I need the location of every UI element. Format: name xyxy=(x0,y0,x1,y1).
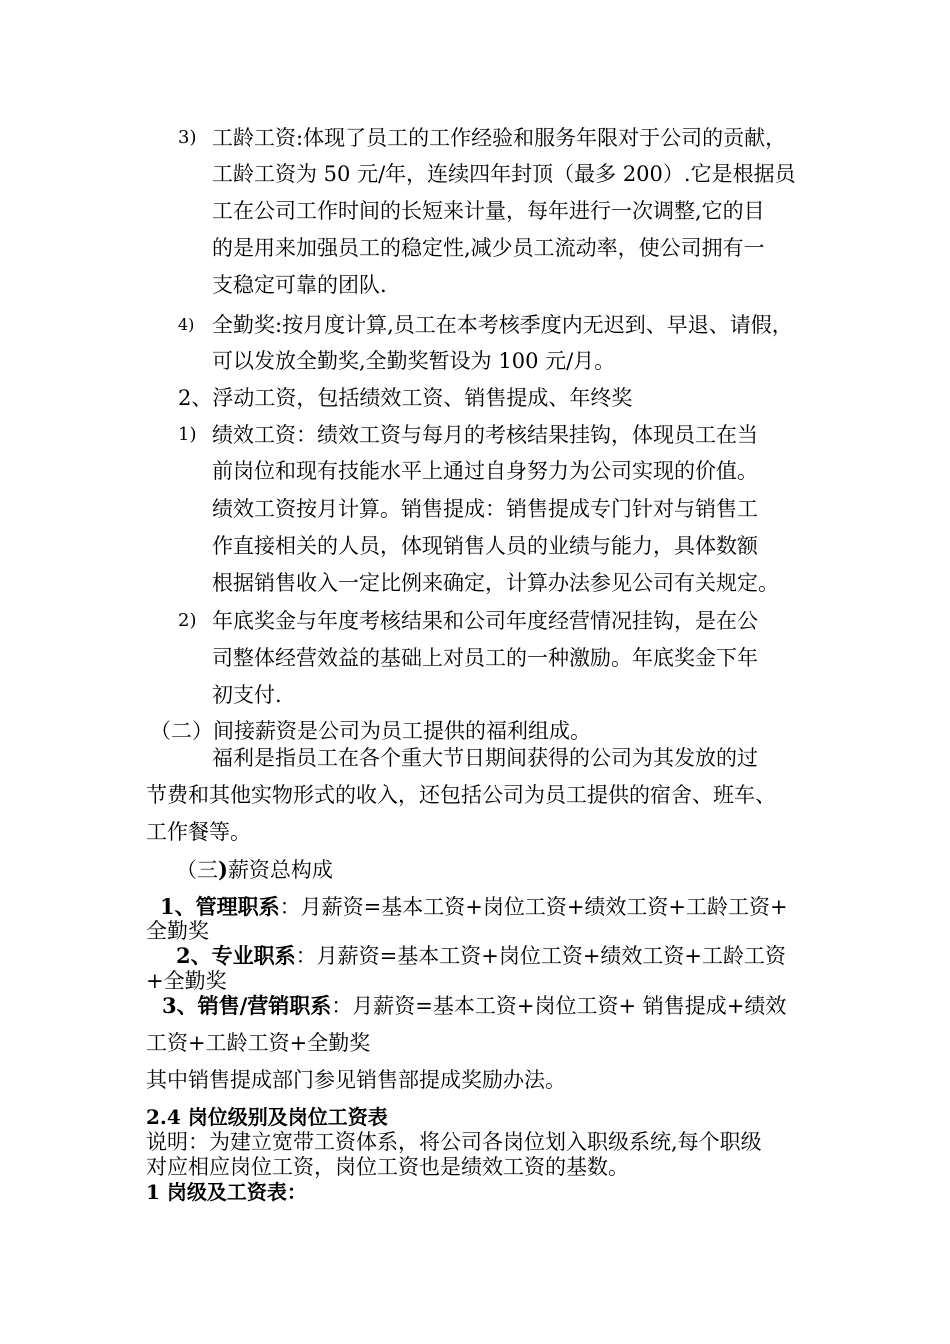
paragraph-line: 的是用来加强员工的稳定性,减少员工流动率，使公司拥有一 xyxy=(212,236,765,260)
list-number: 3) xyxy=(178,127,197,148)
section-title: 2.4 岗位级别及岗位工资表 xyxy=(146,1105,388,1129)
paragraph-line: 作直接相关的人员，体现销售人员的业绩与能力，具体数额 xyxy=(212,534,758,558)
paragraph-line: 绩效工资：绩效工资与每月的考核结果挂钩，体现员工在当 xyxy=(212,423,758,447)
section-heading xyxy=(176,857,333,883)
paragraph-line: 其中销售提成部门参见销售部提成奖励办法。 xyxy=(146,1068,566,1092)
paragraph-line: 对应相应岗位工资，岗位工资也是绩效工资的基数。 xyxy=(146,1155,629,1179)
paragraph-line: 工在公司工作时间的长短来计量，每年进行一次调整,它的目 xyxy=(212,199,765,223)
formula-line xyxy=(162,993,786,1019)
paragraph-line: 可以发放全勤奖,全勤奖暂设为 100 元/月。 xyxy=(212,349,616,373)
paragraph-line: 工龄工资为 50 元/年，连续四年封顶（最多 200）.它是根据员 xyxy=(212,162,796,186)
formula-line xyxy=(160,894,788,920)
paragraph-line: 工龄工资:体现了员工的工作经验和服务年限对于公司的贡献， xyxy=(212,126,787,150)
formula-continuation: 工资+工龄工资+全勤奖 xyxy=(146,1031,371,1055)
paragraph-line: 节费和其他实物形式的收入，还包括公司为员工提供的宿舍、班车、 xyxy=(146,783,776,807)
paragraph-line: 绩效工资按月计算。销售提成：销售提成专门针对与销售工 xyxy=(212,497,758,521)
paragraph-line: 根据销售收入一定比例来确定，计算办法参见公司有关规定。 xyxy=(212,571,779,595)
formula-text: ：月薪资=基本工资+岗位工资+绩效工资+工龄工资+ xyxy=(279,895,788,919)
list-number: 4) xyxy=(178,315,195,334)
heading-suffix: 薪资总构成 xyxy=(227,858,333,882)
section-heading: （二）间接薪资是公司为员工提供的福利组成。 xyxy=(150,719,591,743)
paragraph-line: 年底奖金与年度考核结果和公司年度经营情况挂钩，是在公 xyxy=(212,609,758,633)
paragraph-line: 初支付. xyxy=(212,683,282,707)
heading-paren: ) xyxy=(218,857,228,882)
list-number: 2) xyxy=(178,610,197,631)
formula-text: ：月薪资=基本工资+岗位工资+ 销售提成+绩效 xyxy=(331,994,787,1018)
formula-continuation: 全勤奖 xyxy=(146,919,209,943)
paragraph-line: 司整体经营效益的基础上对员工的一种激励。年底奖金下年 xyxy=(212,646,758,670)
formula-text: ：月薪资=基本工资+岗位工资+绩效工资+工龄工资 xyxy=(295,944,787,968)
section-heading: 2、浮动工资，包括绩效工资、销售提成、年终奖 xyxy=(178,386,633,410)
paragraph-line: 全勤奖:按月度计算,员工在本考核季度内无迟到、早退、请假， xyxy=(212,313,793,337)
formula-continuation: +全勤奖 xyxy=(146,969,227,993)
formula-label: 3、销售/营销职系 xyxy=(162,993,332,1018)
heading-prefix: （三 xyxy=(176,858,218,882)
paragraph-line: 支稳定可靠的团队. xyxy=(212,273,387,297)
subsection-title: 1 岗级及工资表： xyxy=(146,1180,307,1204)
formula-label: 2、专业职系 xyxy=(176,943,296,968)
list-number: 1) xyxy=(178,424,197,445)
formula-label: 1、管理职系 xyxy=(160,894,280,919)
paragraph-line: 说明：为建立宽带工资体系，将公司各岗位划入职级系统,每个职级 xyxy=(146,1130,762,1154)
paragraph-line: 前岗位和现有技能水平上通过自身努力为公司实现的价值。 xyxy=(212,459,758,483)
formula-line xyxy=(176,943,786,969)
paragraph-line: 工作餐等。 xyxy=(146,820,251,844)
paragraph-line: 福利是指员工在各个重大节日期间获得的公司为其发放的过 xyxy=(212,746,758,770)
